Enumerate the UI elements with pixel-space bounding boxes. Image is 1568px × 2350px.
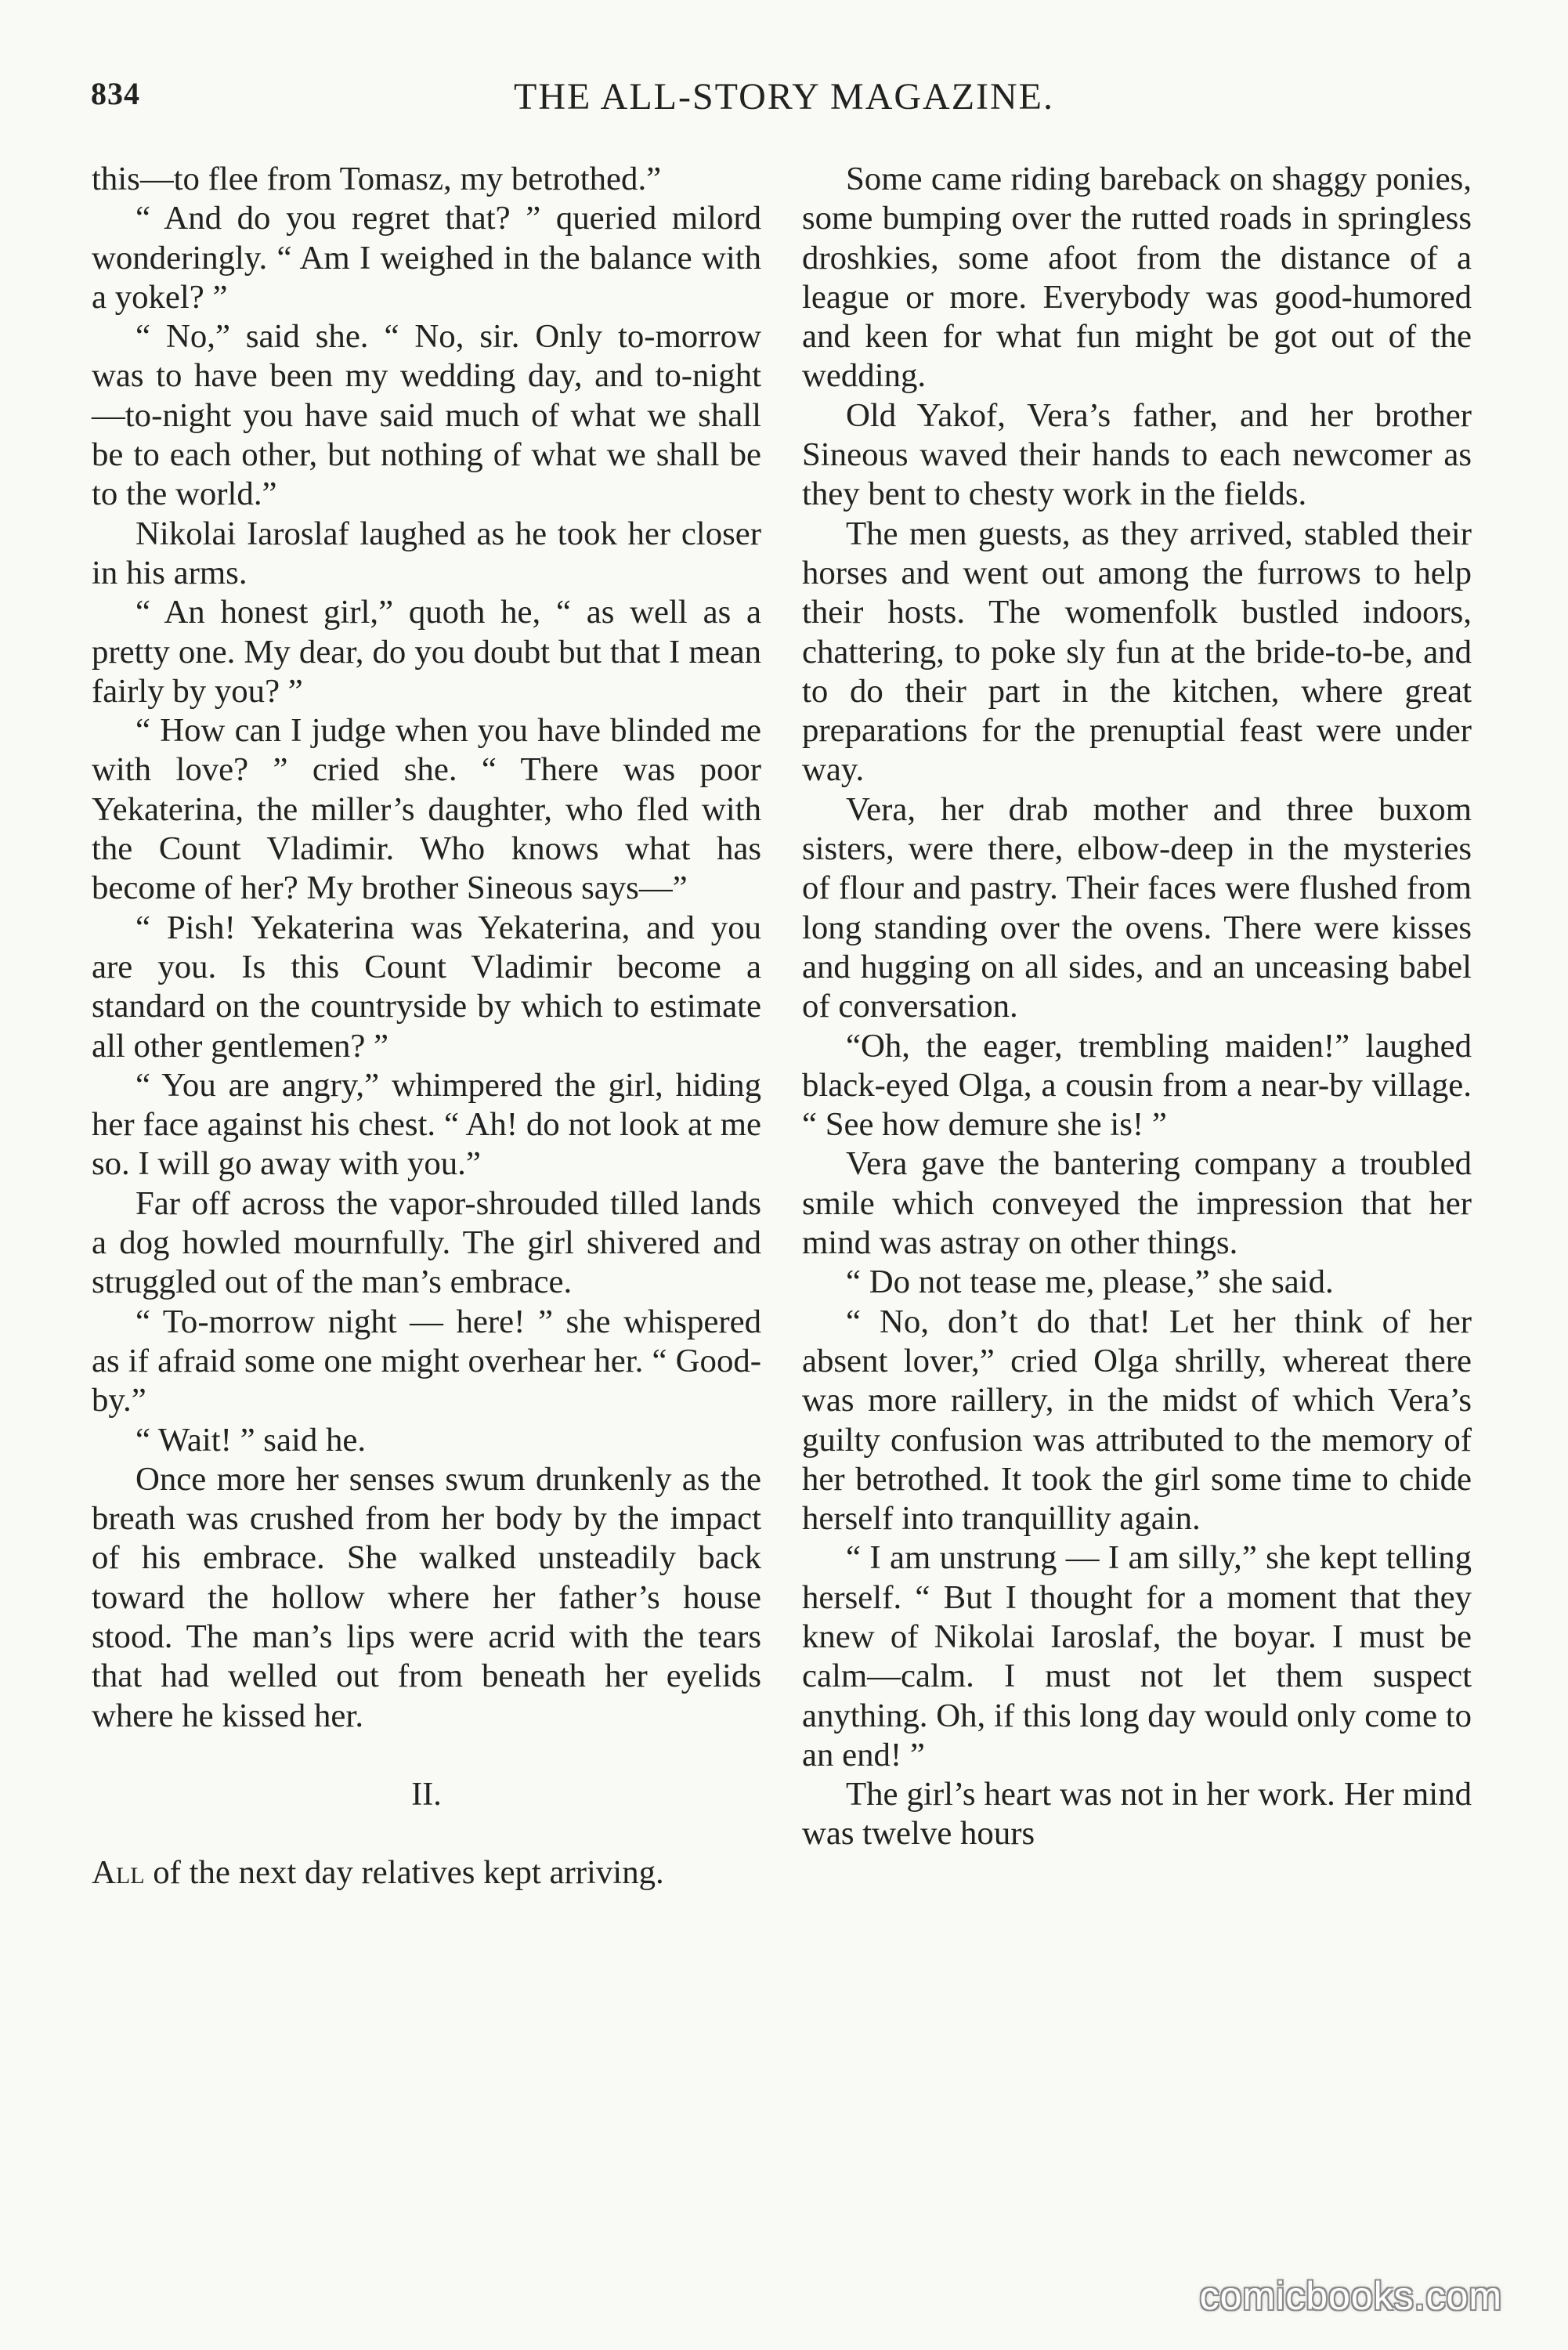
paragraph: Some came riding bareback on shaggy ponies, some bumping over the rutted roads in springless droshkies, some afoot from the distance of a league or more. Everybody was good-humored and keen for what fun might be got out of the wedding. [802,161,1472,395]
small-caps-lead: All [92,1854,145,1892]
paragraph: Vera gave the bantering company a troubled smile which conveyed the impression that her mind was astray on other things. [802,1145,1472,1262]
paragraph: “ To-morrow night — here! ” she whispered as if afraid some one might overhear her. “ Good-by.” [92,1303,761,1419]
section-first-paragraph [92,1853,761,1893]
paragraph: “ No,” said she. “ No, sir. Only to-morrow was to have been my wedding day, and to-night—to-night you have said much of what we shall be to each other, but nothing of what we shall be to the world.” [92,318,761,513]
paragraph: “ Pish! Yekaterina was Yekaterina, and you are you. Is this Count Vladimir become a standard on the countryside by which to estimate all other gentlemen? ” [92,909,761,1065]
paragraph: “ No, don’t do that! Let her think of her absent lover,” cried Olga shrilly, whereat there was more raillery, in the midst of which Vera’s guilty confusion was attributed to the memory of her betrothed. It took the girl some time to chide herself into tranquillity again. [802,1303,1472,1538]
paragraph-text: of the next day relatives kept arriving. [144,1854,664,1892]
left-column [92,160,761,1893]
paragraph: Vera, her drab mother and three buxom sisters, were there, elbow-deep in the mysteries of flour and pastry. Their faces were flushed from long standing over the ovens. There were kisses and hugging on all sides, and an unceasing babel of conversation. [802,790,1472,1025]
paragraph: The men guests, as they arrived, stabled their horses and went out among the furrows to help their hosts. The womenfolk bustled indoors, chattering, to poke sly fun at the bride-to-be, and to do their part in the kitchen, where great preparations for the prenuptial feast were under way. [802,515,1472,789]
paragraph: “ You are angry,” whimpered the girl, hiding her face against his chest. “ Ah! do not look at me so. I will go away with you.” [92,1066,761,1183]
paragraph: The girl’s heart was not in her work. Her mind was twelve hours [802,1776,1472,1853]
paragraph: “ And do you regret that? ” queried milord wonderingly. “ Am I weighed in the balance with a yokel? ” [92,200,761,316]
paragraph: Far off across the vapor-shrouded tilled lands a dog howled mournfully. The girl shivered and struggled out of the man’s embrace. [92,1184,761,1301]
paragraph: Old Yakof, Vera’s father, and her brother Sineous waved their hands to each newcomer as they bent to chesty work in the fields. [802,396,1472,513]
paragraph: this—to flee from Tomasz, my betrothed.” [92,161,662,197]
running-title: THE ALL-STORY MAGAZINE. [514,76,1054,118]
paragraph: Nikolai Iaroslaf laughed as he took her closer in his arms. [92,515,761,591]
paragraph: “ Do not tease me, please,” she said. [846,1264,1334,1301]
section-heading: II. [411,1776,442,1813]
paragraph: Once more her senses swum drunkenly as the breath was crushed from her body by the impact of his embrace. She walked unsteadily back toward the hollow where her father’s house stood. The man’s lips were acrid with the tears that had welled out from beneath her eyelids where he kissed her. [92,1460,761,1734]
paragraph: “ An honest girl,” quoth he, “ as well as a pretty one. My dear, do you doubt but that I mean fairly by you? ” [92,594,761,710]
paragraph: “Oh, the eager, trembling maiden!” laughed black-eyed Olga, a cousin from a near-by village. “ See how demure she is! ” [802,1027,1472,1144]
paragraph: “ I am unstrung — I am silly,” she kept telling herself. “ But I thought for a moment that they knew of Nikolai Iaroslaf, the boyar. I must be calm—calm. I must not let them suspect anything. Oh, if this long day would only come to an end! ” [802,1539,1472,1773]
watermark: comicbooks.com [1199,2274,1502,2318]
page-number: 834 [91,76,140,111]
right-column [802,160,1472,1854]
paragraph: “ How can I judge when you have blinded me with love? ” cried she. “ There was poor Yekaterina, the miller’s daughter, who fled with the Count Vladimir. Who knows what has become of her? My brother Sineous says—” [92,712,761,907]
paragraph: “ Wait! ” said he. [135,1421,367,1459]
page-header [91,75,1477,130]
